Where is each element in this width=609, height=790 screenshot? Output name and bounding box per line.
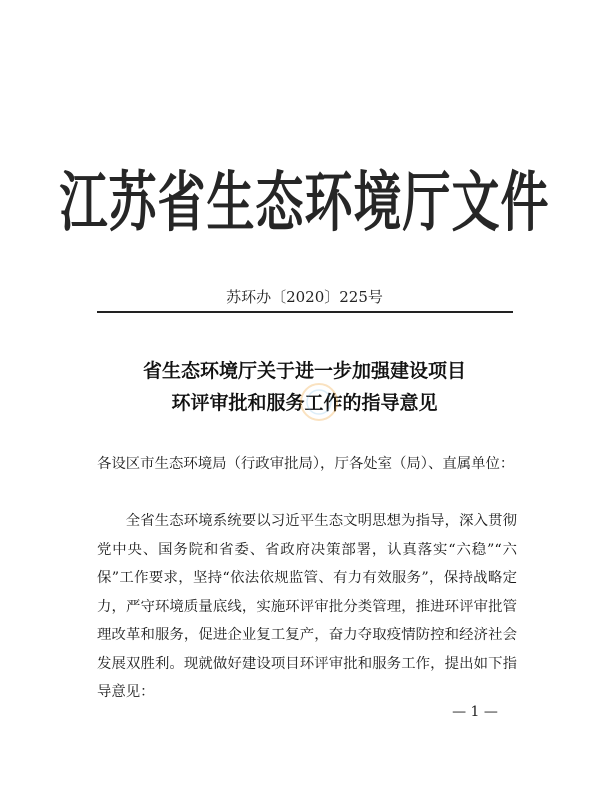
header-divider: [97, 311, 513, 313]
document-header-title: 江苏省生态环境厅文件: [59, 164, 550, 241]
addressee-text: 各设区市生态环境局（行政审批局），厅各处室（局）、直属单位：: [97, 456, 515, 472]
document-number: 苏环办〔2020〕225号: [226, 288, 383, 306]
document-title-line-2: 环评审批和服务工作的指导意见: [171, 392, 438, 414]
document-title-line-1: 省生态环境厅关于进一步加强建设项目: [142, 360, 466, 382]
watermark-seal-icon: [295, 378, 343, 426]
page-number: — 1 —: [452, 704, 498, 720]
body-paragraph: 全省生态环境系统要以习近平生态文明思想为指导，深入贯彻党中央、国务院和省委、省政府决策部署，认真落实“六稳”“六保”工作要求，坚持“依法依规监管、有力有效服务”，保持战略定力，严守环境质量底线，实施环评审批分类管理，推进环评审批管理改革和服务，促进企业复工复产，奋力夺取疫情防控和经济社会发展双胜利。现就做好建设项目环评审批和服务工作，提出如下指导意见：: [97, 513, 517, 700]
